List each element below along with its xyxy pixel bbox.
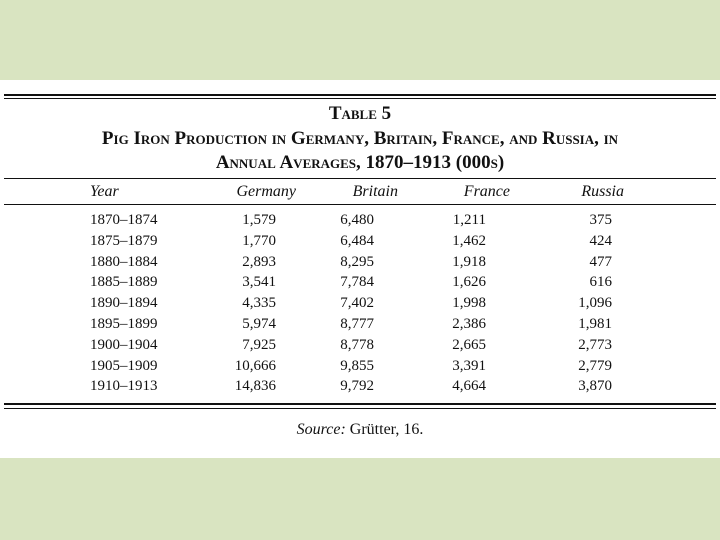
top-rule	[4, 94, 716, 96]
cell-britain: 8,778	[340, 336, 374, 353]
cell-britain: 6,480	[340, 212, 374, 228]
table-title-line-2: Annual Averages, 1870–1913 (000s)	[215, 152, 505, 173]
cell-britain: 8,295	[340, 253, 374, 270]
cell-germany: 2,893	[242, 253, 276, 270]
cell-germany: 4,335	[242, 295, 276, 312]
cell-year: 1900–1904	[90, 336, 158, 353]
cell-year: 1875–1879	[90, 232, 158, 249]
column-header-france: France	[463, 183, 510, 200]
cell-year: 1880–1884	[90, 253, 158, 270]
column-header-germany: Germany	[236, 183, 296, 200]
cell-russia: 1,096	[578, 295, 612, 312]
source-text: Grütter, 16.	[349, 421, 424, 438]
table-number: Table 5	[328, 103, 392, 124]
cell-germany: 7,925	[242, 336, 276, 353]
top-rule-thin	[4, 98, 716, 99]
cell-year: 1890–1894	[90, 295, 158, 312]
cell-year: 1885–1889	[90, 274, 158, 291]
header-bottom-rule	[4, 204, 716, 205]
cell-france: 3,391	[452, 357, 486, 374]
source-note	[0, 420, 720, 440]
cell-france: 2,665	[452, 336, 486, 353]
cell-russia: 616	[589, 274, 612, 291]
header-rule	[4, 178, 716, 179]
cell-russia: 1,981	[578, 316, 612, 332]
cell-year: 1905–1909	[90, 357, 158, 374]
column-header-britain: Britain	[352, 183, 398, 200]
cell-france: 1,462	[452, 232, 486, 249]
column-header-year: Year	[90, 183, 119, 200]
cell-germany: 14,836	[234, 378, 276, 395]
bottom-rule	[4, 403, 716, 405]
cell-france: 1,918	[452, 253, 486, 270]
cell-france: 4,664	[452, 378, 486, 395]
cell-germany: 3,541	[242, 274, 276, 291]
cell-france: 2,386	[452, 316, 486, 332]
cell-france: 1,998	[452, 295, 486, 312]
table-title-line-1: Pig Iron Production in Germany, Britain, France, and Russia, in	[101, 128, 619, 149]
cell-britain: 8,777	[340, 316, 374, 332]
cell-britain: 7,784	[340, 274, 374, 291]
cell-britain: 7,402	[340, 295, 374, 312]
cell-germany: 1,770	[242, 232, 276, 249]
cell-britain: 6,484	[340, 232, 374, 249]
bottom-rule-thin	[4, 408, 716, 409]
cell-russia: 375	[589, 212, 612, 228]
cell-russia: 2,773	[578, 336, 612, 353]
cell-britain: 9,792	[340, 378, 374, 395]
cell-germany: 10,666	[234, 357, 276, 374]
cell-russia: 424	[589, 232, 612, 249]
cell-germany: 5,974	[242, 316, 276, 332]
cell-year: 1870–1874	[90, 212, 158, 228]
column-header-russia: Russia	[581, 183, 624, 200]
cell-britain: 9,855	[340, 357, 374, 374]
cell-russia: 477	[589, 253, 612, 270]
cell-year: 1910–1913	[90, 378, 158, 395]
cell-germany: 1,579	[242, 212, 276, 228]
source-label: Source:	[296, 421, 346, 438]
cell-france: 1,626	[452, 274, 486, 291]
cell-year: 1895–1899	[90, 316, 158, 332]
cell-russia: 3,870	[578, 378, 612, 395]
cell-russia: 2,779	[578, 357, 612, 374]
cell-france: 1,211	[452, 212, 486, 228]
